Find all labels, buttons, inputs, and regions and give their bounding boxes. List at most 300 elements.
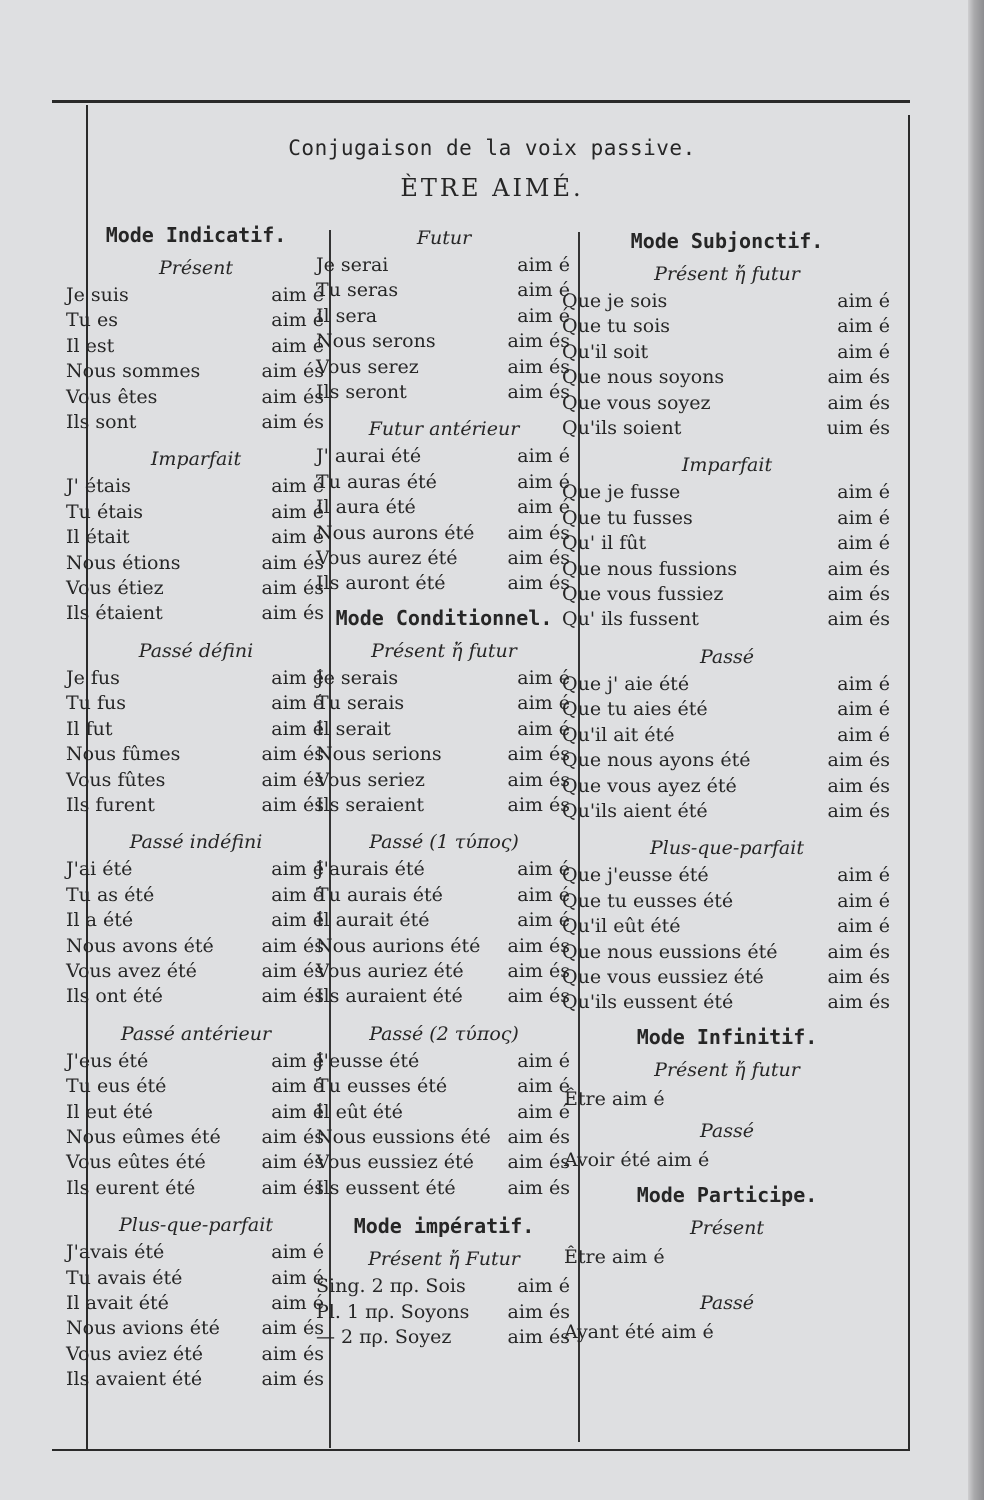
conjugation-row <box>316 278 572 303</box>
verb-form: Que vous ayez été <box>562 774 737 797</box>
verb-form: Nous aurions été <box>316 934 481 957</box>
subjonctif-pqp-rows <box>562 863 892 1015</box>
verb-ending: aim és <box>261 793 324 816</box>
verb-ending: aim é <box>517 279 570 302</box>
conjugation-row <box>316 571 572 596</box>
mode-heading: Mode Infinitif. <box>636 1024 818 1049</box>
verb-ending: aim é <box>271 475 324 498</box>
conjugation-row <box>562 289 892 314</box>
tense-heading: Passé défini <box>138 639 254 662</box>
verb-form: Il eût été <box>316 1100 403 1123</box>
verb-form: Que tu sois <box>562 315 671 338</box>
verb-ending: aim és <box>827 366 890 389</box>
verb-form: Tu as été <box>66 883 155 906</box>
verb-ending: aim é <box>837 506 890 529</box>
verb-form: Que je sois <box>562 290 668 312</box>
conjugation-row <box>66 1342 326 1367</box>
mode-heading: Mode Indicatif. <box>105 223 287 247</box>
conjugation-row <box>562 314 892 339</box>
verb-form: Nous fûmes <box>66 743 181 766</box>
verb-form: Ils eussent été <box>316 1176 456 1199</box>
verb-form: Je suis <box>66 284 129 306</box>
verb-form: Il eut été <box>66 1100 153 1123</box>
verb-ending: aim é <box>271 909 324 932</box>
tense-heading: Passé (2 τύπος) <box>369 1022 519 1045</box>
verb-form: Qu'ils soient <box>562 417 682 440</box>
infinitif-passe-form: Avoir été aim é <box>564 1148 710 1171</box>
page-edge <box>968 0 984 1500</box>
column-futur-conditionnel <box>316 224 572 1350</box>
conjugation-row <box>66 793 326 818</box>
futur-anterieur-rows <box>316 444 572 596</box>
tense-heading: Passé antérieur <box>120 1022 272 1045</box>
verb-ending: aim é <box>271 334 324 357</box>
conjugation-row <box>66 525 326 550</box>
conjugation-row <box>66 359 326 384</box>
verb-form: J'ai été <box>66 858 133 881</box>
conjugation-row <box>66 1100 326 1125</box>
tense-heading: Présent ἤ Futur <box>368 1248 520 1271</box>
verb-ending: aim é <box>517 883 570 906</box>
verb-form: Vous eûtes été <box>66 1151 206 1174</box>
conjugation-row <box>66 551 326 576</box>
conditionnel-passe2-rows <box>316 1049 572 1201</box>
conjugation-row <box>562 340 892 365</box>
conjugation-row <box>316 959 572 984</box>
verb-ending: aim és <box>507 1125 570 1148</box>
verb-form: Il a été <box>66 909 134 932</box>
subjonctif-imparfait-rows <box>562 480 892 632</box>
conjugation-row <box>66 308 326 333</box>
verb-form: Que tu eusses été <box>562 889 734 912</box>
conjugation-row <box>316 1100 572 1125</box>
verb-ending: aim és <box>827 991 890 1014</box>
verb-form: Je serais <box>316 666 399 689</box>
verb-form: Que tu aies été <box>562 698 708 721</box>
verb-ending: aim é <box>517 1075 570 1098</box>
verb-form: Il avait été <box>66 1292 169 1314</box>
conjugation-row <box>316 444 572 469</box>
page-title: Conjugaison de la voix passive. <box>288 136 696 160</box>
verb-ending: aim és <box>507 768 570 791</box>
conjugation-row <box>316 1125 572 1150</box>
conjugation-row <box>562 799 892 824</box>
verb-ending: aim és <box>261 1368 324 1391</box>
conjugation-row <box>316 883 572 908</box>
verb-ending: aim é <box>837 481 890 504</box>
verb-ending: aim és <box>827 583 890 606</box>
verb-ending: aim és <box>261 551 324 574</box>
verb-ending: aim és <box>261 743 324 766</box>
tense-heading: Imparfait <box>681 454 773 477</box>
conjugation-row <box>562 774 892 799</box>
verb-ending: aim és <box>261 1125 324 1148</box>
verb-ending: aim és <box>827 608 890 631</box>
verb-form: Qu' il fût <box>562 532 647 555</box>
tense-heading: Présent ἤ futur <box>654 1058 800 1081</box>
verb-ending: aim é <box>517 1100 570 1123</box>
verb-form: Sing. 2 πρ. Sois <box>316 1275 466 1298</box>
verb-form: Nous eûmes été <box>66 1125 221 1148</box>
verb-ending: aim és <box>507 355 570 378</box>
verb-ending: aim és <box>827 799 890 822</box>
verb-form: Qu'il eût été <box>562 915 681 938</box>
verb-ending: aim és <box>827 965 890 988</box>
verb-form: Il était <box>66 526 130 549</box>
verb-ending: aim é <box>837 315 890 338</box>
conjugation-row <box>316 253 572 278</box>
verb-ending: aim é <box>837 290 890 312</box>
conjugation-row <box>562 748 892 773</box>
conjugation-row <box>316 742 572 767</box>
verb-ending: aim és <box>507 793 570 816</box>
mode-heading: Mode Subjonctif. <box>630 229 824 253</box>
verb-ending: aim és <box>827 774 890 797</box>
conjugation-row <box>562 582 892 607</box>
verb-form: Je serai <box>316 254 389 276</box>
verb-ending: aim é <box>837 532 890 555</box>
verb-ending: aim és <box>261 985 324 1008</box>
verb-ending: aim é <box>517 445 570 468</box>
verb-form: Vous aviez été <box>66 1342 203 1365</box>
tense-heading: Passé <box>699 1291 754 1314</box>
tense-heading: Passé <box>699 645 754 668</box>
conjugation-row <box>316 1325 572 1350</box>
conjugation-row <box>562 480 892 505</box>
verb-form: Tu avais été <box>66 1266 183 1289</box>
conjugation-row <box>562 723 892 748</box>
page-subtitle: ÈTRE AIMÉ. <box>400 174 584 202</box>
verb-form: Tu seras <box>316 279 399 302</box>
conjugation-row <box>562 531 892 556</box>
verb-ending: aim é <box>837 672 890 695</box>
verb-form: Ils étaient <box>66 602 163 625</box>
tense-heading: Présent <box>159 257 233 279</box>
conjugation-row <box>66 601 326 626</box>
verb-form: Il est <box>66 334 115 357</box>
verb-ending: aim é <box>517 666 570 689</box>
conjugation-row <box>562 940 892 965</box>
verb-ending: aim é <box>837 340 890 363</box>
conjugation-row <box>316 380 572 405</box>
verb-ending: aim és <box>507 381 570 404</box>
verb-ending: aim é <box>837 864 890 887</box>
conjugation-row <box>316 1176 572 1201</box>
verb-form: J'avais été <box>66 1241 165 1264</box>
conjugation-row <box>562 672 892 697</box>
conjugation-row <box>66 717 326 742</box>
verb-ending: aim é <box>271 666 324 689</box>
verb-form: Tu eus été <box>66 1075 167 1098</box>
verb-ending: aim é <box>517 909 570 932</box>
verb-ending: aim és <box>261 1151 324 1174</box>
verb-form: Qu' ils fussent <box>562 608 699 631</box>
verb-form: Que vous eussiez été <box>562 965 764 988</box>
verb-ending: aim é <box>517 254 570 276</box>
verb-form: Tu auras été <box>316 470 437 493</box>
verb-ending: aim és <box>261 411 324 434</box>
verb-form: Il fut <box>66 717 113 740</box>
verb-form: Nous étions <box>66 551 181 574</box>
conjugation-row <box>316 329 572 354</box>
verb-form: Nous eussions été <box>316 1125 491 1148</box>
conjugation-row <box>316 1274 572 1299</box>
infinitif-present-form: Être aim é <box>564 1087 665 1110</box>
conjugation-row <box>66 474 326 499</box>
mode-heading: Mode impératif. <box>353 1214 535 1239</box>
conjugation-row <box>66 334 326 359</box>
verb-ending: aim é <box>271 1075 324 1098</box>
conjugation-row <box>316 1074 572 1099</box>
verb-ending: aim és <box>507 547 570 570</box>
verb-form: Je fus <box>66 666 120 689</box>
verb-form: Vous étiez <box>66 577 164 600</box>
verb-form: Que tu fusses <box>562 506 693 529</box>
verb-form: J'eusse été <box>316 1049 420 1072</box>
verb-ending: aim é <box>271 500 324 523</box>
verb-ending: aim é <box>271 1241 324 1264</box>
subjonctif-passe-rows <box>562 672 892 824</box>
verb-form: Il sera <box>316 304 378 327</box>
verb-form: Tu eusses été <box>316 1075 448 1098</box>
verb-ending: aim é <box>837 915 890 938</box>
verb-ending: aim és <box>827 557 890 580</box>
verb-ending: aim és <box>507 330 570 353</box>
verb-ending: aim és <box>507 572 570 595</box>
conjugation-row <box>316 495 572 520</box>
verb-ending: aim és <box>261 577 324 600</box>
participe-passe-form: Ayant été aim é <box>564 1320 714 1343</box>
conjugation-row <box>66 1049 326 1074</box>
verb-ending: aim és <box>507 1326 570 1348</box>
verb-form: Vous êtes <box>66 385 158 408</box>
conjugation-row <box>66 1240 326 1265</box>
mode-heading: Mode Conditionnel. <box>335 605 553 630</box>
participe-present-form: Être aim é <box>564 1245 665 1268</box>
verb-ending: aim é <box>517 692 570 715</box>
verb-form: Qu'ils aient été <box>562 799 708 822</box>
verb-ending: aim és <box>827 940 890 963</box>
conjugation-row <box>316 304 572 329</box>
verb-form: Vous fûtes <box>66 768 166 791</box>
conjugation-row <box>66 1316 326 1341</box>
conjugation-row <box>316 857 572 882</box>
verb-ending: aim é <box>271 692 324 715</box>
verb-form: Tu serais <box>316 692 405 715</box>
conjugation-row <box>66 410 326 435</box>
conjugation-row <box>66 691 326 716</box>
futur-rows <box>316 253 572 405</box>
verb-ending: aim é <box>271 883 324 906</box>
conjugation-row <box>562 391 892 416</box>
verb-form: J' étais <box>66 475 131 498</box>
tense-heading: Plus-que-parfait <box>119 1214 273 1237</box>
verb-ending: aim és <box>261 1176 324 1199</box>
frame-right-rule <box>908 115 910 1449</box>
verb-ending: aim é <box>837 723 890 746</box>
verb-form: Nous serons <box>316 330 436 353</box>
verb-form: Que j' aie été <box>562 672 690 695</box>
conditionnel-present-rows <box>316 666 572 818</box>
verb-ending: aim é <box>517 496 570 519</box>
verb-ending: aim és <box>261 602 324 625</box>
verb-form: Vous aurez été <box>316 547 458 570</box>
verb-ending: aim és <box>827 749 890 772</box>
tense-heading: Plus-que-parfait <box>650 837 804 860</box>
conjugation-row <box>66 883 326 908</box>
verb-form: Vous auriez été <box>316 959 464 982</box>
verb-form: Tu fus <box>66 692 126 715</box>
verb-form: Ils ont été <box>66 985 163 1008</box>
verb-ending: aim és <box>261 1342 324 1365</box>
conjugation-row <box>66 283 326 308</box>
verb-ending: aim és <box>507 1300 570 1323</box>
conjugation-row <box>316 717 572 742</box>
verb-form: Vous avez été <box>66 959 197 982</box>
verb-ending: aim é <box>271 717 324 740</box>
verb-ending: aim é <box>517 470 570 493</box>
verb-form: Vous serez <box>316 355 419 378</box>
verb-ending: aim és <box>261 934 324 957</box>
tense-heading: Passé <box>699 1119 754 1142</box>
verb-ending: aim és <box>261 1317 324 1340</box>
conjugation-row <box>66 908 326 933</box>
conjugation-row <box>66 1266 326 1291</box>
conjugation-row <box>316 546 572 571</box>
conditionnel-passe1-rows <box>316 857 572 1009</box>
conjugation-row <box>66 768 326 793</box>
indicatif-sections <box>66 254 326 1393</box>
tense-heading: Imparfait <box>150 448 242 471</box>
conjugation-row <box>562 914 892 939</box>
verb-ending: aim és <box>507 959 570 982</box>
verb-form: Que je fusse <box>562 481 681 504</box>
verb-ending: aim és <box>507 1176 570 1199</box>
verb-form: Que nous fussions <box>562 557 738 580</box>
conjugation-row <box>562 697 892 722</box>
conjugation-row <box>66 1150 326 1175</box>
conjugation-row <box>316 666 572 691</box>
verb-form: Que j'eusse été <box>562 864 709 887</box>
conjugation-row <box>316 793 572 818</box>
tense-heading: Présent ἤ futur <box>654 263 800 285</box>
verb-form: Ils seraient <box>316 793 424 816</box>
conjugation-row <box>66 385 326 410</box>
verb-form: Que vous fussiez <box>562 583 724 606</box>
verb-ending: aim é <box>837 698 890 721</box>
conjugation-row <box>562 965 892 990</box>
conjugation-row <box>66 1176 326 1201</box>
verb-form: Qu'il soit <box>562 340 649 363</box>
verb-form: Pl. 1 πρ. Soyons <box>316 1300 470 1323</box>
verb-form: Que nous eussions été <box>562 940 778 963</box>
conjugation-row <box>66 666 326 691</box>
verb-ending: aim é <box>271 1100 324 1123</box>
conjugation-row <box>316 1300 572 1325</box>
verb-form: Ils sont <box>66 411 137 434</box>
verb-form: Nous avions été <box>66 1317 220 1340</box>
verb-ending: aim é <box>517 304 570 327</box>
conjugation-row <box>66 984 326 1009</box>
conjugation-row <box>66 1291 326 1316</box>
mode-heading: Mode Participe. <box>636 1182 818 1207</box>
verb-ending: aim é <box>271 284 324 306</box>
verb-ending: aim é <box>271 1049 324 1072</box>
verb-form: J'eus été <box>66 1049 149 1072</box>
verb-form: Ils eurent été <box>66 1176 196 1199</box>
conjugation-row <box>316 1049 572 1074</box>
verb-form: Il aurait été <box>316 909 430 932</box>
conjugation-row <box>316 984 572 1009</box>
verb-ending: aim é <box>271 309 324 332</box>
verb-ending: aim és <box>507 934 570 957</box>
conjugation-row <box>562 863 892 888</box>
verb-ending: aim és <box>507 521 570 544</box>
verb-ending: aim é <box>517 1275 570 1298</box>
verb-ending: aim é <box>517 717 570 740</box>
tense-heading: Passé (1 τύπος) <box>369 831 519 854</box>
conjugation-row <box>316 768 572 793</box>
conjugation-row <box>316 355 572 380</box>
verb-ending: aim és <box>261 959 324 982</box>
verb-ending: aim é <box>271 526 324 549</box>
conjugation-row <box>66 576 326 601</box>
verb-form: Ils auraient été <box>316 985 463 1008</box>
verb-ending: aim é <box>271 1292 324 1314</box>
verb-form: J'aurais été <box>316 858 425 881</box>
verb-ending: aim é <box>517 1049 570 1072</box>
conjugation-row <box>66 1074 326 1099</box>
verb-ending: aim é <box>271 1266 324 1289</box>
verb-ending: aim és <box>827 391 890 414</box>
conjugation-row <box>66 500 326 525</box>
verb-form: Il aura été <box>316 496 416 519</box>
verb-form: Qu'il ait été <box>562 723 675 746</box>
conjugation-row <box>66 934 326 959</box>
column-indicatif <box>66 220 326 1393</box>
verb-ending: aim és <box>507 1151 570 1174</box>
verb-form: Vous eussiez été <box>316 1151 474 1174</box>
conjugation-row <box>66 1367 326 1392</box>
imperatif-rows <box>316 1274 572 1350</box>
verb-ending: aim és <box>261 385 324 408</box>
verb-form: Que vous soyez <box>562 391 711 414</box>
verb-form: Ils furent <box>66 793 155 816</box>
conjugation-row <box>316 934 572 959</box>
tense-heading: Futur antérieur <box>368 418 520 441</box>
verb-form: Ils seront <box>316 381 407 404</box>
verb-ending: uim és <box>826 417 890 440</box>
conjugation-row <box>66 1125 326 1150</box>
conjugation-row <box>316 470 572 495</box>
conjugation-row <box>562 557 892 582</box>
verb-form: — 2 πρ. Soyez <box>316 1326 452 1348</box>
conjugation-row <box>316 1150 572 1175</box>
verb-form: Nous aurons été <box>316 521 475 544</box>
column-subjonctif-infinitif-participe <box>562 226 892 1346</box>
conjugation-row <box>66 857 326 882</box>
verb-form: Tu es <box>66 309 118 332</box>
verb-form: Nous serions <box>316 743 442 766</box>
conjugation-row <box>316 691 572 716</box>
conjugation-row <box>316 521 572 546</box>
conjugation-row <box>562 365 892 390</box>
conjugation-row <box>66 742 326 767</box>
conjugation-row <box>562 607 892 632</box>
conjugation-row <box>562 506 892 531</box>
verb-form: Que nous ayons été <box>562 749 751 772</box>
verb-ending: aim é <box>837 889 890 912</box>
